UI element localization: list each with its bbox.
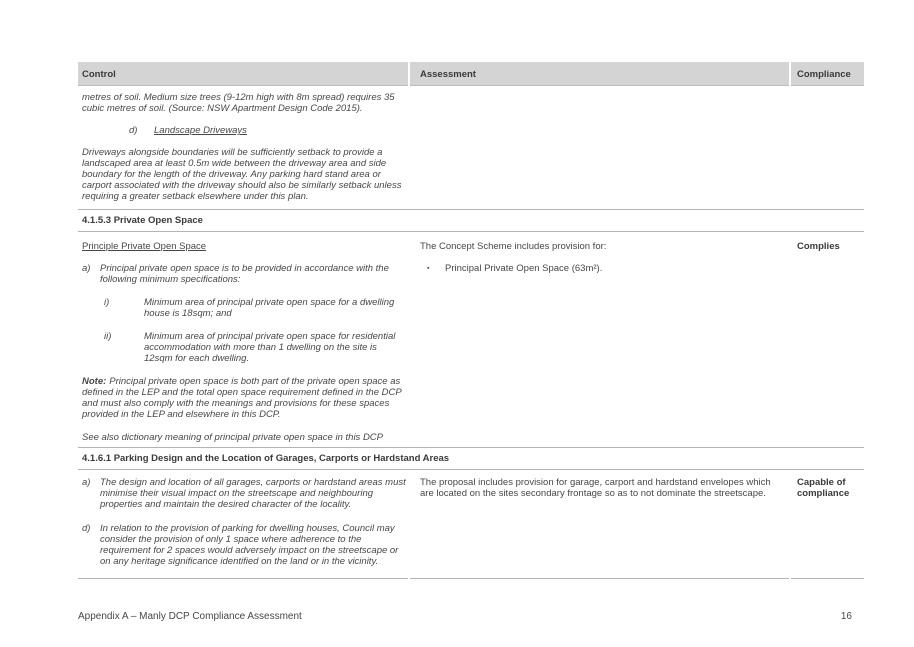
compliance-status: Capable of compliance: [797, 477, 850, 499]
see-also-paragraph: See also dictionary meaning of principal private open space in this DCP: [82, 432, 383, 443]
list-marker-a: a): [82, 477, 91, 488]
table-row-continuation: [78, 86, 864, 209]
compliance-cell: [791, 470, 864, 579]
list-marker-d: d): [129, 125, 138, 136]
assessment-cell: [410, 232, 789, 447]
note-text: Principal private open space is both part of the private open space as defined in the LEP and the total open space requirement defined in the DCP and must also comply with the meanings and provisions for these spaces provided in the LEP and elsewhere in this DCP.: [82, 376, 402, 420]
compliance-cell: [791, 232, 864, 447]
control-item-a-text: The design and location of all garages, carports or hardstand areas must minimise their visual impact on the streetscape and neighbouring properties and maintain the desired character of the locality.: [100, 477, 406, 510]
footer-title: Appendix A – Manly DCP Compliance Assessment: [78, 611, 302, 622]
assessment-bullet-text: Principal Private Open Space (63m²).: [445, 263, 603, 274]
column-header-assessment: Assessment: [410, 62, 789, 86]
control-item-ii-text: Minimum area of principal private open space for residential accommodation with more than 1 dwelling on the site is 12sqm for each dwelling.: [144, 331, 396, 364]
landscape-driveways-title: Landscape Driveways: [154, 125, 247, 136]
control-item-d-text: In relation to the provision of parking for dwelling houses, Council may consider the provision of only 1 space where adherence to the requirement for 2 spaces would adversely impact on the streetscape or on any heritage significance identified on the land or in the vicinity.: [100, 523, 399, 567]
table-header-row: [78, 62, 864, 86]
list-marker-i: i): [104, 297, 110, 308]
control-item-i: [104, 297, 408, 319]
page-footer: [78, 611, 864, 623]
section-header-private-open-space: 4.1.5.3 Private Open Space: [78, 209, 864, 232]
control-cell: [78, 470, 408, 579]
compliance-table: [78, 62, 864, 579]
note-paragraph: [82, 376, 408, 420]
compliance-status: Complies: [797, 241, 840, 252]
control-heading: Principle Private Open Space: [82, 241, 207, 252]
note-label: Note:: [82, 376, 107, 387]
list-marker-d: d): [82, 523, 91, 534]
driveways-paragraph: Driveways alongside boundaries will be sufficiently setback to provide a landscaped area at least 0.5m wide between the driveway area and side boundary for the length of the driveway. Any parking hard stand area or carport associated with the driveway should also be similarly setback unless requiring a greater setback elsewhere under this plan.: [82, 147, 402, 202]
compliance-cell: [791, 86, 864, 209]
landscape-driveways-heading: [129, 125, 408, 136]
list-marker-a: a): [82, 263, 91, 274]
control-item-ii: [104, 331, 408, 364]
soil-paragraph: metres of soil. Medium size trees (9-12m high with 8m spread) requires 35 cubic metres of soil. (Source: NSW Apartment Design Code 2015).: [82, 92, 395, 114]
control-item-a-text: Principal private open space is to be provided in accordance with the following minimum specifications:: [100, 263, 389, 285]
control-item-a: [82, 477, 408, 510]
control-item-d: [82, 523, 408, 567]
assessment-intro: The Concept Scheme includes provision for:: [420, 241, 607, 252]
control-cell: [78, 232, 408, 447]
assessment-cell: [410, 470, 789, 579]
control-item-a: [82, 263, 408, 285]
table-row-private-open-space: [78, 232, 864, 447]
bullet-icon: ▪: [427, 265, 430, 272]
assessment-cell: [410, 86, 789, 209]
assessment-text: The proposal includes provision for garage, carport and hardstand envelopes which are located on the sites secondary frontage so as to not dominate the streetscape.: [420, 477, 771, 499]
section-header-parking-design: 4.1.6.1 Parking Design and the Location of Garages, Carports or Hardstand Areas: [78, 447, 864, 470]
assessment-bullet-item: [427, 263, 781, 274]
table-row-parking: [78, 470, 864, 579]
page-number: 16: [840, 611, 852, 622]
list-marker-ii: ii): [104, 331, 112, 342]
control-item-i-text: Minimum area of principal private open space for a dwelling house is 18sqm; and: [144, 297, 395, 319]
column-header-compliance: Compliance: [791, 62, 864, 86]
control-cell: [78, 86, 408, 209]
column-header-control: Control: [78, 62, 408, 86]
